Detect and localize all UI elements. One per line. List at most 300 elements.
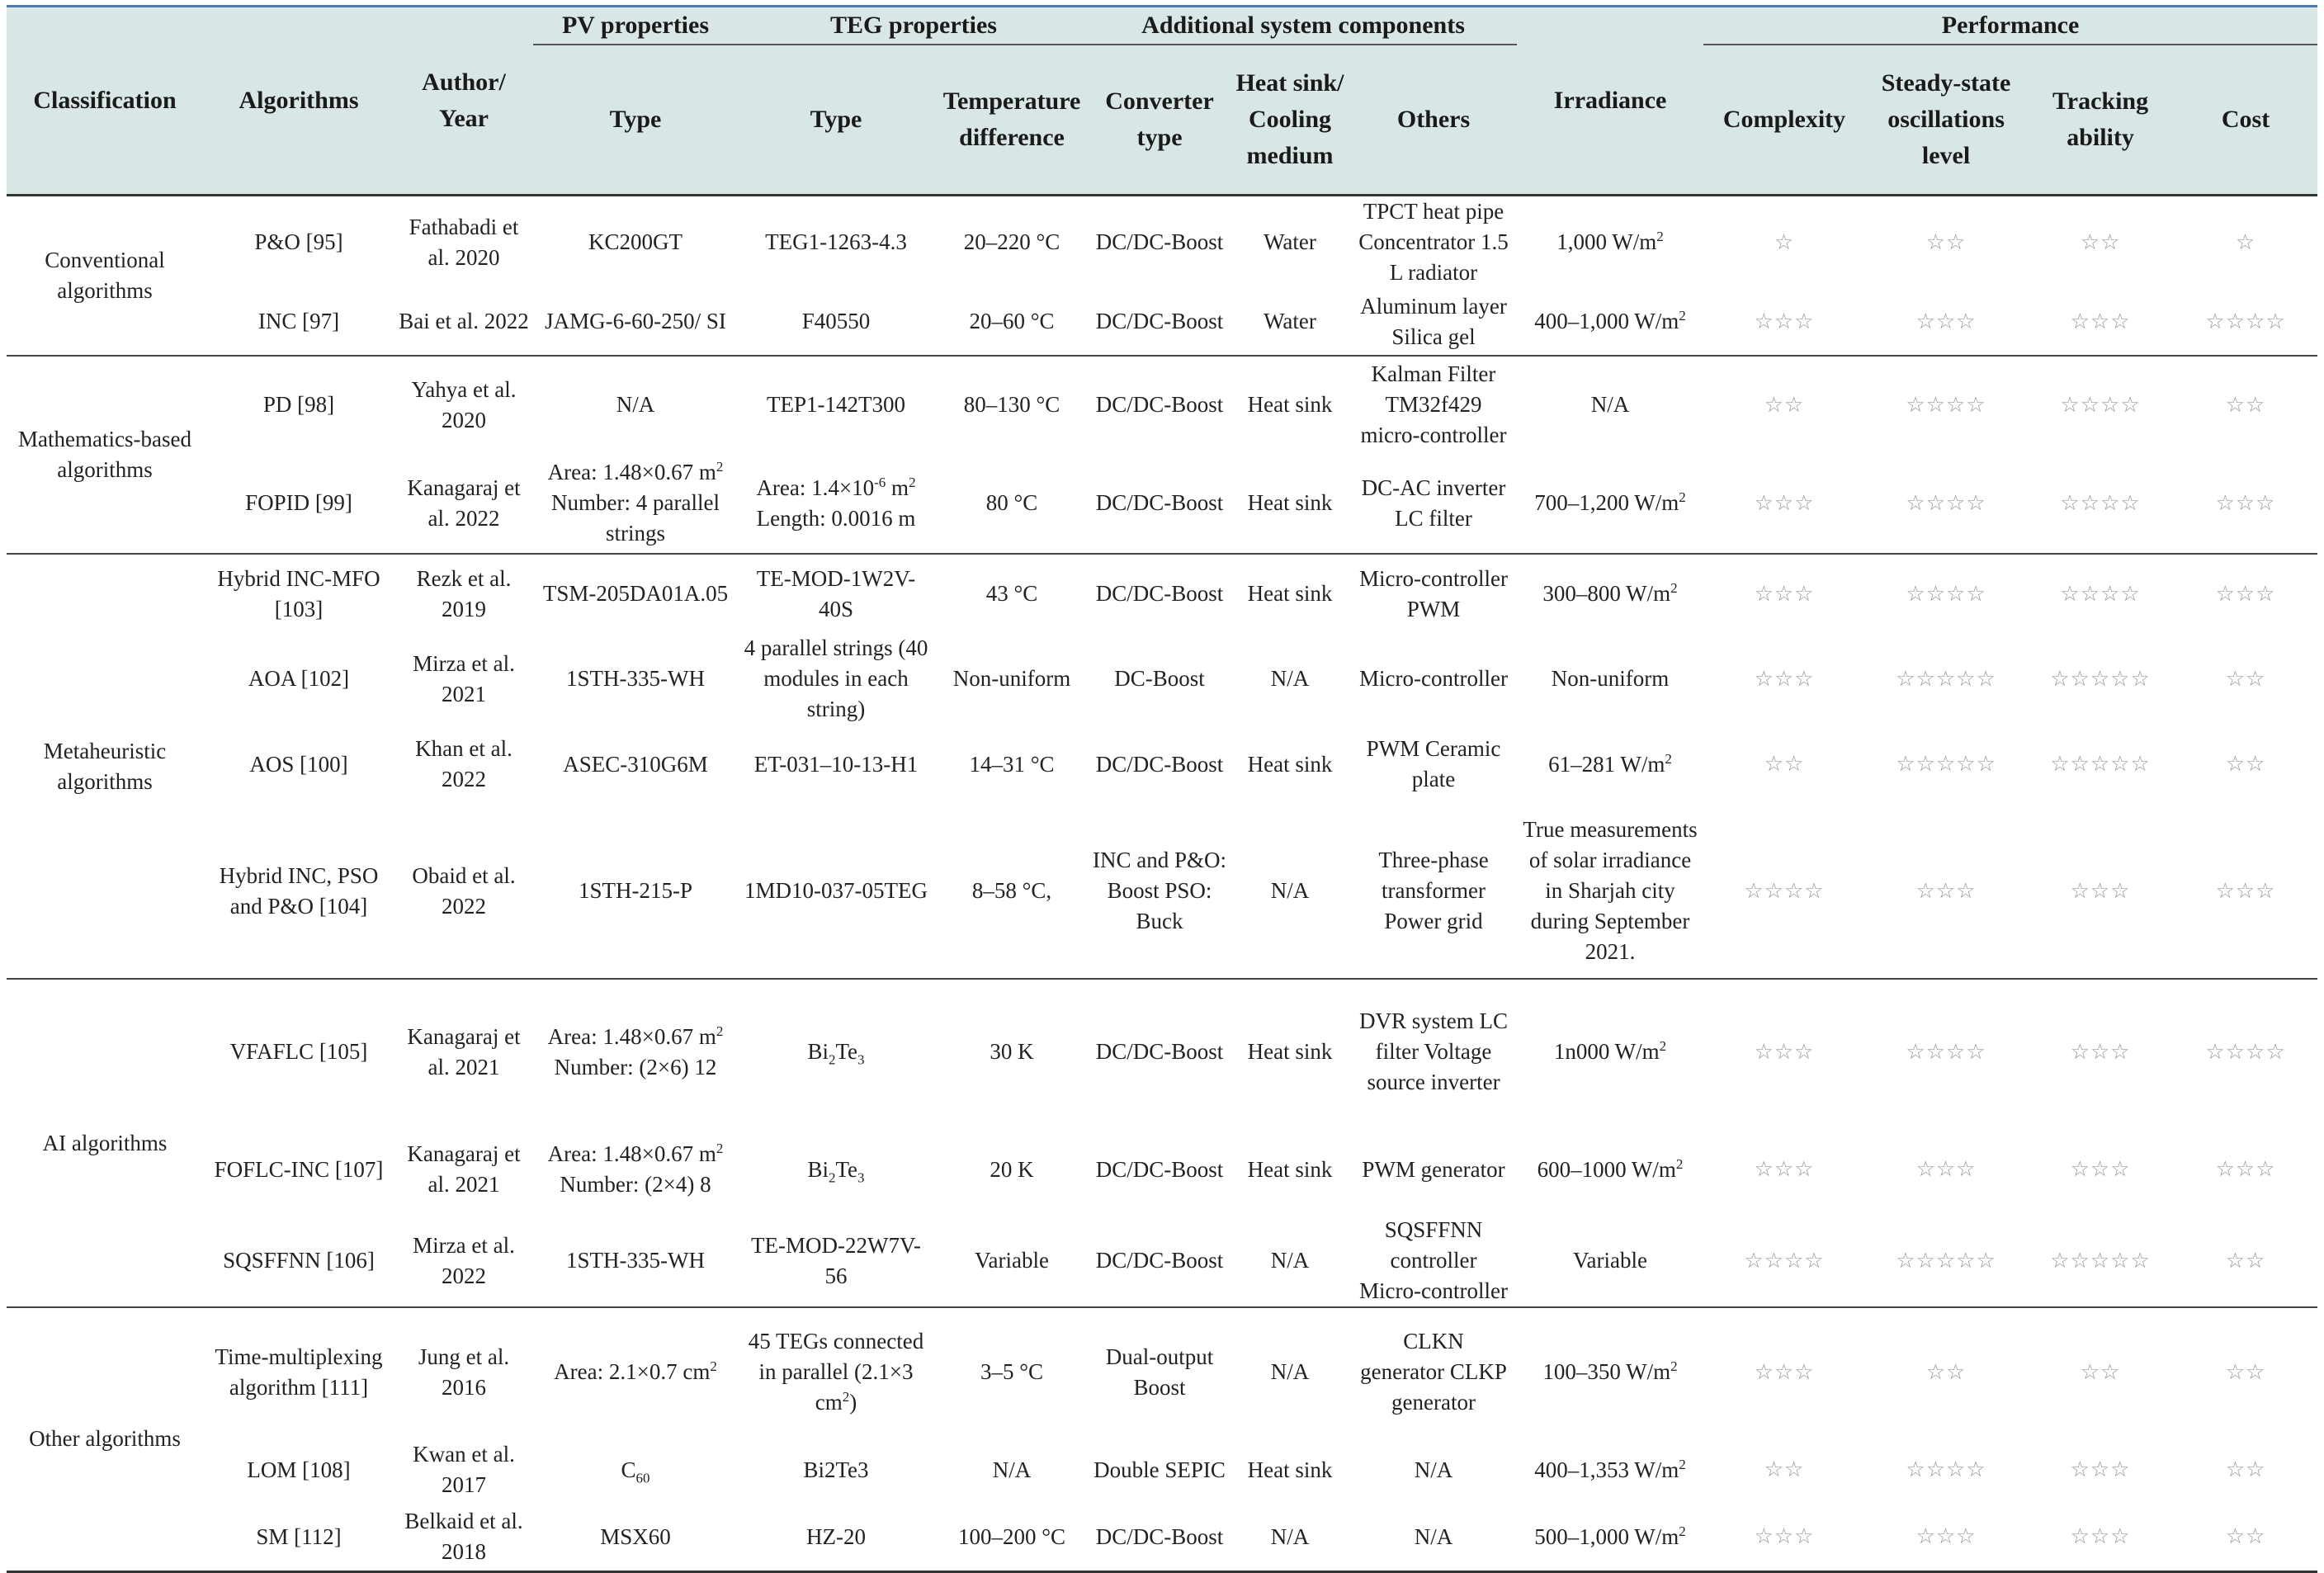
tracking-rating: ☆☆☆☆☆ <box>2050 1248 2151 1273</box>
irradiance-superscript: 2 <box>1659 1038 1667 1054</box>
teg-superscript: -6 <box>874 474 886 490</box>
steady-state-rating: ☆☆☆☆☆ <box>1896 752 1996 777</box>
temperature-cell: 14–31 °C <box>969 751 1055 777</box>
steady-state-stars <box>1865 725 2027 804</box>
algorithm-cell: FOFLC-INC [107] <box>214 1156 384 1182</box>
others-cell: DVR system LC filter Voltage source inverter <box>1359 1009 1509 1094</box>
tracking-stars <box>2027 979 2174 1124</box>
tracking-rating: ☆☆ <box>2080 1359 2121 1385</box>
temperature-cell: 43 °C <box>985 581 1038 606</box>
header-classification: Classification <box>7 7 203 196</box>
converter-cell: INC and P&O: Boost PSO: Buck <box>1089 804 1230 979</box>
heat-sink-cell: N/A <box>1270 1359 1310 1384</box>
cost-rating: ☆☆ <box>2225 1524 2266 1550</box>
others-cell: DC-AC inverter LC filter <box>1350 453 1517 554</box>
tracking-rating: ☆☆☆☆ <box>2060 490 2141 516</box>
pv-area: Area: 1.48×0.67 m <box>547 1141 716 1166</box>
converter-cell: DC/DC-Boost <box>1089 453 1230 554</box>
heat-sink-cell: N/A <box>1230 1504 1350 1571</box>
irradiance-cell <box>1517 725 1703 804</box>
author-year-cell: Jung et al. 2016 <box>418 1344 510 1400</box>
teg-subscript: 3 <box>857 1051 865 1068</box>
heat-sink-cell: Heat sink <box>1230 453 1350 554</box>
steady-state-rating: ☆☆☆☆ <box>1906 392 1986 418</box>
algorithm-cell: VFAFLC [105] <box>229 1039 368 1064</box>
complexity-rating: ☆☆☆☆ <box>1744 878 1825 904</box>
cost-stars <box>2174 1436 2317 1504</box>
pv-area: Area: 1.48×0.67 m <box>547 1023 716 1049</box>
teg-subscript: 3 <box>857 1169 865 1185</box>
complexity-rating: ☆☆☆ <box>1754 1157 1815 1182</box>
irradiance-superscript: 2 <box>1679 489 1686 505</box>
complexity-stars <box>1703 554 1865 633</box>
table-row <box>7 1307 2317 1436</box>
others-cell: Micro-controller <box>1359 666 1508 691</box>
author-year-cell: Kanagaraj et al. 2022 <box>394 453 533 554</box>
converter-cell: DC/DC-Boost <box>1095 392 1224 417</box>
cost-rating: ☆☆ <box>2225 1248 2266 1273</box>
irradiance-value: True measurements of solar irradiance in Sharjah city during September 2021. <box>1523 817 1698 964</box>
pv-number: Number: (2×6) 12 <box>554 1054 717 1079</box>
heat-sink-cell: Heat sink <box>1247 1156 1333 1182</box>
teg-text: 45 TEGs connected in parallel (2.1×3 cm <box>748 1329 924 1415</box>
steady-state-rating: ☆☆☆☆ <box>1906 490 1986 516</box>
complexity-rating: ☆☆☆ <box>1754 1524 1815 1550</box>
pv-subscript: 60 <box>635 1469 650 1486</box>
steady-state-rating: ☆☆☆☆☆ <box>1896 1248 1996 1273</box>
heat-sink-cell: Water <box>1264 229 1316 254</box>
tracking-rating: ☆☆☆ <box>2070 878 2131 904</box>
irradiance-cell <box>1517 1504 1703 1571</box>
header-additional-components: Additional system components <box>1089 7 1517 45</box>
irradiance-superscript: 2 <box>1670 580 1678 596</box>
cost-stars <box>2174 196 2317 289</box>
teg-type-cell: F40550 <box>738 288 934 356</box>
converter-cell: DC-Boost <box>1114 666 1205 691</box>
cost-stars <box>2174 804 2317 979</box>
pv-type-cell <box>533 1124 738 1215</box>
irradiance-cell <box>1517 1124 1703 1215</box>
irradiance-value: 300–800 W/m <box>1542 581 1671 606</box>
heat-sink-cell: N/A <box>1230 804 1350 979</box>
cost-stars <box>2174 453 2317 554</box>
pv-type-cell: MSX60 <box>533 1504 738 1571</box>
algorithm-cell: LOM [108] <box>247 1457 351 1482</box>
teg-type-cell: TEP1-142T300 <box>767 392 905 417</box>
heat-sink-cell: N/A <box>1230 1215 1350 1307</box>
table-row <box>7 1504 2317 1571</box>
author-year-cell: Obaid et al. 2022 <box>394 804 533 979</box>
irradiance-value: 700–1,200 W/m <box>1534 490 1679 515</box>
irradiance-superscript: 2 <box>1675 1155 1684 1172</box>
algorithm-cell: PD [98] <box>262 392 335 417</box>
teg-type-cell <box>738 1124 934 1215</box>
pv-type-cell <box>533 1307 738 1436</box>
author-year-cell: Bai et al. 2022 <box>394 288 533 356</box>
converter-cell: DC/DC-Boost <box>1089 288 1230 356</box>
irradiance-value: 61–281 W/m <box>1548 751 1665 777</box>
complexity-stars <box>1703 1436 1865 1504</box>
tracking-rating: ☆☆ <box>2080 229 2121 255</box>
others-cell: CLKN generator CLKP generator <box>1360 1329 1507 1415</box>
irradiance-value: 600–1000 W/m <box>1537 1156 1676 1182</box>
pv-type-cell <box>533 979 738 1124</box>
others-cell: TPCT heat pipe Concentrator 1.5 L radiator <box>1358 199 1509 285</box>
table-row <box>7 633 2317 725</box>
table-row <box>7 804 2317 979</box>
irradiance-superscript: 2 <box>1656 229 1664 244</box>
pv-area: Area: 2.1×0.7 cm <box>554 1359 711 1384</box>
irradiance-superscript: 2 <box>1679 1456 1686 1472</box>
teg-area: Area: 1.4×10 <box>756 475 875 500</box>
irradiance-cell <box>1517 554 1703 633</box>
header-converter-type: Converter type <box>1089 45 1230 196</box>
teg-type-cell: TE-MOD-22W7V-56 <box>738 1215 934 1307</box>
author-year-cell: Kanagaraj et al. 2021 <box>407 1141 521 1197</box>
cost-rating: ☆☆ <box>2225 1359 2266 1385</box>
header-heat-sink: Heat sink/ Cooling medium <box>1230 45 1350 196</box>
converter-cell: DC/DC-Boost <box>1095 581 1224 606</box>
classification-cell: Mathematics-based algorithms <box>7 356 203 554</box>
tracking-stars <box>2027 1124 2174 1215</box>
cost-stars <box>2174 554 2317 633</box>
cost-rating: ☆☆☆ <box>2215 490 2276 516</box>
cost-stars <box>2174 1124 2317 1215</box>
complexity-stars <box>1703 1307 1865 1436</box>
heat-sink-cell: Heat sink <box>1247 1039 1333 1064</box>
cost-rating: ☆☆ <box>2225 666 2266 692</box>
complexity-rating: ☆☆ <box>1764 752 1805 777</box>
others-cell: SQSFFNN controller Micro-controller <box>1350 1215 1517 1307</box>
irradiance-cell <box>1517 1307 1703 1436</box>
converter-cell: DC/DC-Boost <box>1095 1156 1224 1182</box>
classification-cell: AI algorithms <box>7 979 203 1307</box>
converter-cell: Dual-output Boost <box>1105 1344 1214 1400</box>
tracking-stars <box>2027 1307 2174 1436</box>
pv-area: Area: 1.48×0.67 m <box>547 460 716 484</box>
others-cell: Aluminum layer Silica gel <box>1350 288 1517 356</box>
complexity-rating: ☆☆ <box>1764 1457 1805 1482</box>
cost-stars <box>2174 288 2317 356</box>
irradiance-value: N/A <box>1590 392 1630 417</box>
temperature-cell: 3–5 °C <box>980 1359 1044 1384</box>
header-teg-properties: TEG properties <box>738 7 1089 45</box>
temperature-cell: 20 K <box>990 1156 1034 1182</box>
steady-state-stars <box>1865 1307 2027 1436</box>
author-year-cell: Fathabadi et al. 2020 <box>409 214 519 270</box>
table-row <box>7 1124 2317 1215</box>
teg-subscript: 2 <box>828 1051 836 1068</box>
table-row <box>7 288 2317 356</box>
cost-rating: ☆☆☆ <box>2215 1157 2276 1182</box>
tracking-stars <box>2027 804 2174 979</box>
steady-state-stars <box>1865 979 2027 1124</box>
teg-chem: Bi <box>807 1156 829 1182</box>
teg-unit: m <box>886 475 909 500</box>
others-cell: PWM generator <box>1362 1156 1505 1182</box>
teg-text: ) <box>849 1390 857 1415</box>
teg-type-cell: 1MD10-037-05TEG <box>738 804 934 979</box>
pv-type-cell: 1STH-335-WH <box>566 666 705 691</box>
complexity-rating: ☆ <box>1774 229 1795 255</box>
steady-state-rating: ☆☆☆☆ <box>1906 1039 1986 1065</box>
tracking-rating: ☆☆☆☆ <box>2060 392 2141 418</box>
steady-state-stars <box>1865 633 2027 725</box>
others-cell: Micro-controller PWM <box>1359 565 1508 621</box>
tracking-rating: ☆☆☆ <box>2070 1157 2131 1182</box>
author-year-cell: Rezk et al. 2019 <box>416 565 512 621</box>
heat-sink-cell: Heat sink <box>1247 392 1333 417</box>
complexity-stars <box>1703 356 1865 453</box>
table-row <box>7 1436 2317 1504</box>
cost-stars <box>2174 633 2317 725</box>
others-cell: N/A <box>1414 1457 1453 1482</box>
others-cell: Three-phase transformer Power grid <box>1350 804 1517 979</box>
complexity-stars <box>1703 288 1865 356</box>
table-row <box>7 196 2317 289</box>
complexity-stars <box>1703 725 1865 804</box>
header-cost: Cost <box>2174 45 2317 196</box>
table-row <box>7 554 2317 633</box>
teg-type-cell: TE-MOD-1W2V-40S <box>756 565 916 621</box>
pv-number: Number: (2×4) 8 <box>560 1172 711 1197</box>
complexity-stars <box>1703 1124 1865 1215</box>
tracking-stars <box>2027 554 2174 633</box>
steady-state-stars <box>1865 453 2027 554</box>
complexity-rating: ☆☆☆☆ <box>1744 1248 1825 1273</box>
complexity-stars <box>1703 804 1865 979</box>
tracking-rating: ☆☆☆☆☆ <box>2050 752 2151 777</box>
header-pv-properties: PV properties <box>533 7 738 45</box>
irradiance-value: 100–350 W/m <box>1542 1359 1671 1384</box>
algorithm-cell: FOPID [99] <box>203 453 394 554</box>
table-row <box>7 453 2317 554</box>
tracking-rating: ☆☆☆ <box>2070 1524 2131 1550</box>
steady-state-rating: ☆☆ <box>1925 229 1967 255</box>
tracking-stars <box>2027 1215 2174 1307</box>
complexity-rating: ☆☆☆ <box>1754 581 1815 607</box>
algorithm-cell: AOS [100] <box>249 751 348 777</box>
complexity-rating: ☆☆☆ <box>1754 309 1815 334</box>
author-year-cell: Mirza et al. 2021 <box>413 650 515 706</box>
steady-state-stars <box>1865 1504 2027 1571</box>
teg-chem: Te <box>835 1156 858 1182</box>
tracking-stars <box>2027 356 2174 453</box>
header-irradiance: Irradiance <box>1517 7 1703 196</box>
steady-state-stars <box>1865 1436 2027 1504</box>
irradiance-superscript: 2 <box>1679 1523 1686 1539</box>
temperature-cell: 80 °C <box>934 453 1089 554</box>
cost-rating: ☆☆☆☆ <box>2205 1039 2286 1065</box>
tracking-stars <box>2027 725 2174 804</box>
author-year-cell: Mirza et al. 2022 <box>394 1215 533 1307</box>
teg-type-cell <box>738 1307 934 1436</box>
teg-subscript: 2 <box>828 1169 836 1185</box>
irradiance-superscript: 2 <box>1665 750 1672 767</box>
steady-state-stars <box>1865 196 2027 289</box>
tracking-stars <box>2027 633 2174 725</box>
complexity-stars <box>1703 196 1865 289</box>
author-year-cell: Belkaid et al. 2018 <box>394 1504 533 1571</box>
steady-state-stars <box>1865 804 2027 979</box>
heat-sink-cell: N/A <box>1270 666 1310 691</box>
teg-length: Length: 0.0016 m <box>756 505 916 531</box>
steady-state-stars <box>1865 1215 2027 1307</box>
cost-rating: ☆☆ <box>2225 752 2266 777</box>
header-performance: Performance <box>1703 7 2317 45</box>
cost-rating: ☆☆☆ <box>2215 878 2276 904</box>
author-year-cell: Kanagaraj et al. 2021 <box>407 1023 521 1079</box>
header-author-year: Author/ Year <box>394 7 533 196</box>
converter-cell: DC/DC-Boost <box>1095 1039 1224 1064</box>
tracking-stars <box>2027 1504 2174 1571</box>
irradiance-superscript: 2 <box>1670 1358 1678 1374</box>
irradiance-value: 1,000 W/m <box>1556 229 1657 254</box>
irradiance-superscript: 2 <box>1679 308 1686 324</box>
teg-chem: Bi <box>807 1039 829 1064</box>
temperature-cell: Non-uniform <box>952 666 1071 691</box>
heat-sink-cell: Heat sink <box>1247 1457 1333 1482</box>
cost-rating: ☆☆ <box>2225 1457 2266 1482</box>
complexity-stars <box>1703 1504 1865 1571</box>
complexity-stars <box>1703 1215 1865 1307</box>
pv-type-cell: 1STH-335-WH <box>533 1215 738 1307</box>
complexity-stars <box>1703 633 1865 725</box>
table-body <box>7 196 2317 1572</box>
pv-type-cell: KC200GT <box>588 229 683 254</box>
cost-rating: ☆☆☆ <box>2215 581 2276 607</box>
converter-cell: DC/DC-Boost <box>1089 1504 1230 1571</box>
pv-type-cell <box>533 453 738 554</box>
algorithm-cell: P&O [95] <box>254 229 343 254</box>
temperature-cell: 100–200 °C <box>934 1504 1089 1571</box>
temperature-cell: Variable <box>934 1215 1089 1307</box>
complexity-stars <box>1703 453 1865 554</box>
author-year-cell: Yahya et al. 2020 <box>411 376 517 432</box>
steady-state-rating: ☆☆☆ <box>1915 1524 1977 1550</box>
temperature-cell: 80–130 °C <box>963 392 1060 417</box>
header-steady-state: Steady-state oscillations level <box>1865 45 2027 196</box>
classification-cell: Conventional algorithms <box>7 196 203 357</box>
irradiance-value: 500–1,000 W/m <box>1534 1523 1679 1549</box>
header-algorithms: Algorithms <box>203 7 394 196</box>
table-row <box>7 1215 2317 1307</box>
pv-type-cell <box>533 1436 738 1504</box>
pv-type-cell: JAMG-6-60-250/ SI <box>533 288 738 356</box>
teg-chem: Te <box>835 1039 858 1064</box>
complexity-rating: ☆☆ <box>1764 392 1805 418</box>
cost-rating: ☆☆☆☆ <box>2205 309 2286 334</box>
irradiance-cell <box>1517 356 1703 453</box>
complexity-rating: ☆☆☆ <box>1754 1039 1815 1065</box>
others-cell: N/A <box>1350 1504 1517 1571</box>
classification-cell: Metaheuristic algorithms <box>7 554 203 979</box>
complexity-rating: ☆☆☆ <box>1754 1359 1815 1385</box>
others-cell: Kalman Filter TM32f429 micro-controller <box>1360 361 1507 447</box>
pv-superscript: 2 <box>710 1358 717 1374</box>
tracking-rating: ☆☆☆☆☆ <box>2050 666 2151 692</box>
table-row <box>7 979 2317 1124</box>
converter-cell: DC/DC-Boost <box>1095 229 1224 254</box>
irradiance-value: Variable <box>1573 1248 1647 1273</box>
steady-state-rating: ☆☆☆ <box>1915 309 1977 334</box>
irradiance-cell <box>1517 1436 1703 1504</box>
header-tracking-ability: Tracking ability <box>2027 45 2174 196</box>
converter-cell: Double SEPIC <box>1094 1457 1226 1482</box>
irradiance-value: Non-uniform <box>1551 666 1670 691</box>
steady-state-rating: ☆☆☆☆ <box>1906 1457 1986 1482</box>
irradiance-cell <box>1517 196 1703 289</box>
heat-sink-cell: Heat sink <box>1247 581 1333 606</box>
irradiance-cell <box>1517 288 1703 356</box>
tracking-rating: ☆☆☆ <box>2070 1039 2131 1065</box>
pv-text: C <box>621 1457 636 1482</box>
heat-sink-cell: Water <box>1230 288 1350 356</box>
complexity-rating: ☆☆☆ <box>1754 666 1815 692</box>
converter-cell: DC/DC-Boost <box>1095 751 1224 777</box>
cost-stars <box>2174 356 2317 453</box>
tracking-rating: ☆☆☆ <box>2070 1457 2131 1482</box>
teg-superscript: 2 <box>909 474 916 490</box>
irradiance-cell <box>1517 979 1703 1124</box>
mppt-comparison-table <box>7 5 2317 1573</box>
table-header <box>7 7 2317 196</box>
teg-type-cell <box>738 979 934 1124</box>
header-teg-type: Type <box>738 45 934 196</box>
header-temperature-difference: Temperature difference <box>934 45 1089 196</box>
temperature-cell: 8–58 °C, <box>934 804 1089 979</box>
teg-type-cell: HZ-20 <box>738 1504 934 1571</box>
algorithm-cell: SQSFFNN [106] <box>203 1215 394 1307</box>
converter-cell: DC/DC-Boost <box>1089 1215 1230 1307</box>
pv-type-cell: ASEC-310G6M <box>563 751 708 777</box>
steady-state-stars <box>1865 554 2027 633</box>
algorithm-cell: INC [97] <box>203 288 394 356</box>
header-complexity: Complexity <box>1703 45 1865 196</box>
cost-stars <box>2174 979 2317 1124</box>
irradiance-cell <box>1517 633 1703 725</box>
temperature-cell: 20–220 °C <box>963 229 1060 254</box>
table-row <box>7 356 2317 453</box>
algorithm-cell: Hybrid INC, PSO and P&O [104] <box>203 804 394 979</box>
irradiance-value: 400–1,353 W/m <box>1534 1457 1679 1482</box>
pv-superscript: 2 <box>716 1141 724 1156</box>
table-row <box>7 725 2317 804</box>
teg-superscript: 2 <box>842 1389 850 1405</box>
heat-sink-cell: Heat sink <box>1247 751 1333 777</box>
pv-superscript: 2 <box>716 459 724 475</box>
tracking-stars <box>2027 453 2174 554</box>
cost-stars <box>2174 1215 2317 1307</box>
tracking-rating: ☆☆☆ <box>2070 309 2131 334</box>
steady-state-rating: ☆☆☆ <box>1915 1157 1977 1182</box>
pv-superscript: 2 <box>716 1023 724 1039</box>
steady-state-stars <box>1865 1124 2027 1215</box>
tracking-rating: ☆☆☆☆ <box>2060 581 2141 607</box>
teg-type-cell: TEG1-1263-4.3 <box>765 229 907 254</box>
pv-type-cell: N/A <box>616 392 655 417</box>
tracking-stars <box>2027 1436 2174 1504</box>
steady-state-stars <box>1865 288 2027 356</box>
author-year-cell: Khan et al. 2022 <box>415 736 513 791</box>
teg-type-cell: 4 parallel strings (40 modules in each string) <box>744 635 928 721</box>
temperature-cell: 30 K <box>990 1039 1034 1064</box>
complexity-stars <box>1703 979 1865 1124</box>
steady-state-rating: ☆☆ <box>1925 1359 1967 1385</box>
algorithm-cell: AOA [102] <box>248 666 350 691</box>
irradiance-cell <box>1517 1215 1703 1307</box>
cost-stars <box>2174 1504 2317 1571</box>
